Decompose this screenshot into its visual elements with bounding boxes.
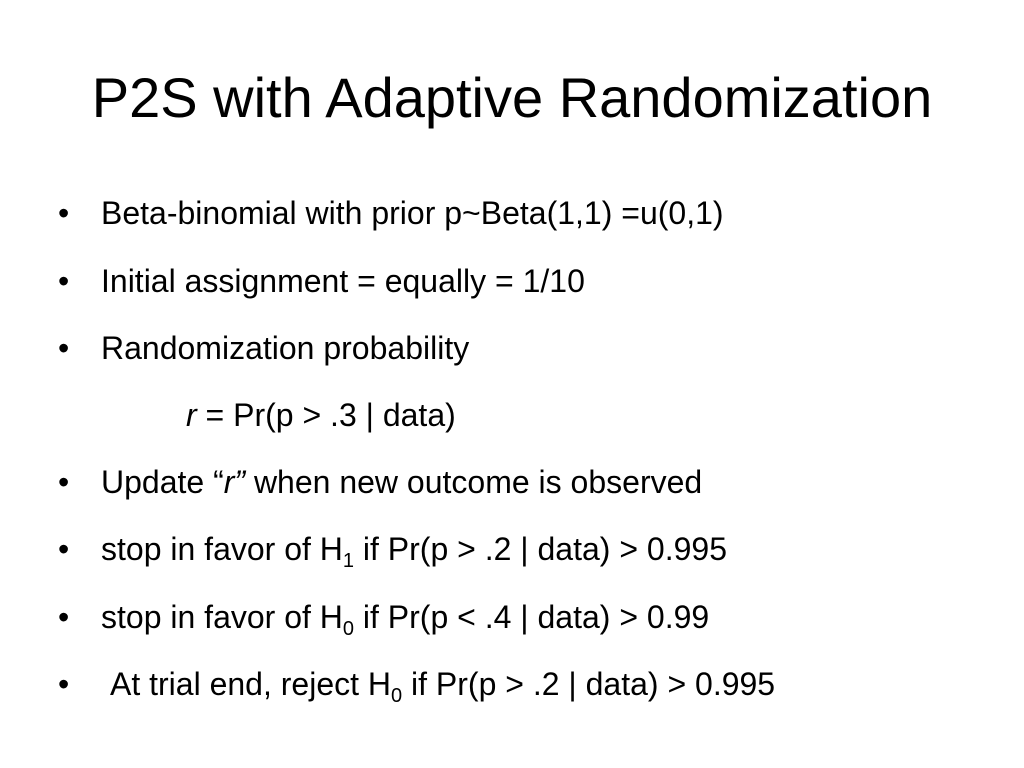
slide-title: P2S with Adaptive Randomization xyxy=(91,66,933,129)
text-part: if Pr(p > .2 | data) > 0.995 xyxy=(402,666,776,702)
bullet-icon: • xyxy=(58,464,70,500)
bullet-icon: • xyxy=(58,666,70,702)
text-part: if Pr(p > .2 | data) > 0.995 xyxy=(354,531,727,567)
variable-r: r” xyxy=(223,464,246,500)
subscript: 0 xyxy=(391,685,403,707)
subscript: 0 xyxy=(342,618,355,640)
subscript: 1 xyxy=(342,550,355,572)
formula-text xyxy=(186,395,456,435)
bullet-icon: • xyxy=(58,330,70,366)
bullet-text xyxy=(101,597,710,640)
bullet-text: Randomization probability xyxy=(101,330,470,366)
text-part: stop in favor of H xyxy=(101,531,343,567)
bullet-text: Initial assignment = equally = 1/10 xyxy=(101,263,585,299)
bullet-text: Beta-binomial with prior p~Beta(1,1) =u(0,1) xyxy=(101,195,724,231)
formula-expression: = Pr(p > .3 | data) xyxy=(196,397,456,433)
formula-variable-r: r xyxy=(186,397,197,433)
bullet-icon: • xyxy=(58,195,70,231)
bullet-text xyxy=(110,664,776,707)
bullet-text xyxy=(101,529,727,572)
text-part: when new outcome is observed xyxy=(245,464,703,500)
text-part: At trial end, reject H xyxy=(110,666,391,702)
text-part: stop in favor of H xyxy=(101,599,343,635)
bullet-icon: • xyxy=(58,599,70,635)
bullet-icon: • xyxy=(58,531,70,567)
bullet-icon: • xyxy=(58,263,70,299)
bullet-text xyxy=(101,462,702,502)
text-part: if Pr(p < .4 | data) > 0.99 xyxy=(354,599,710,635)
text-part: Update “ xyxy=(101,464,224,500)
